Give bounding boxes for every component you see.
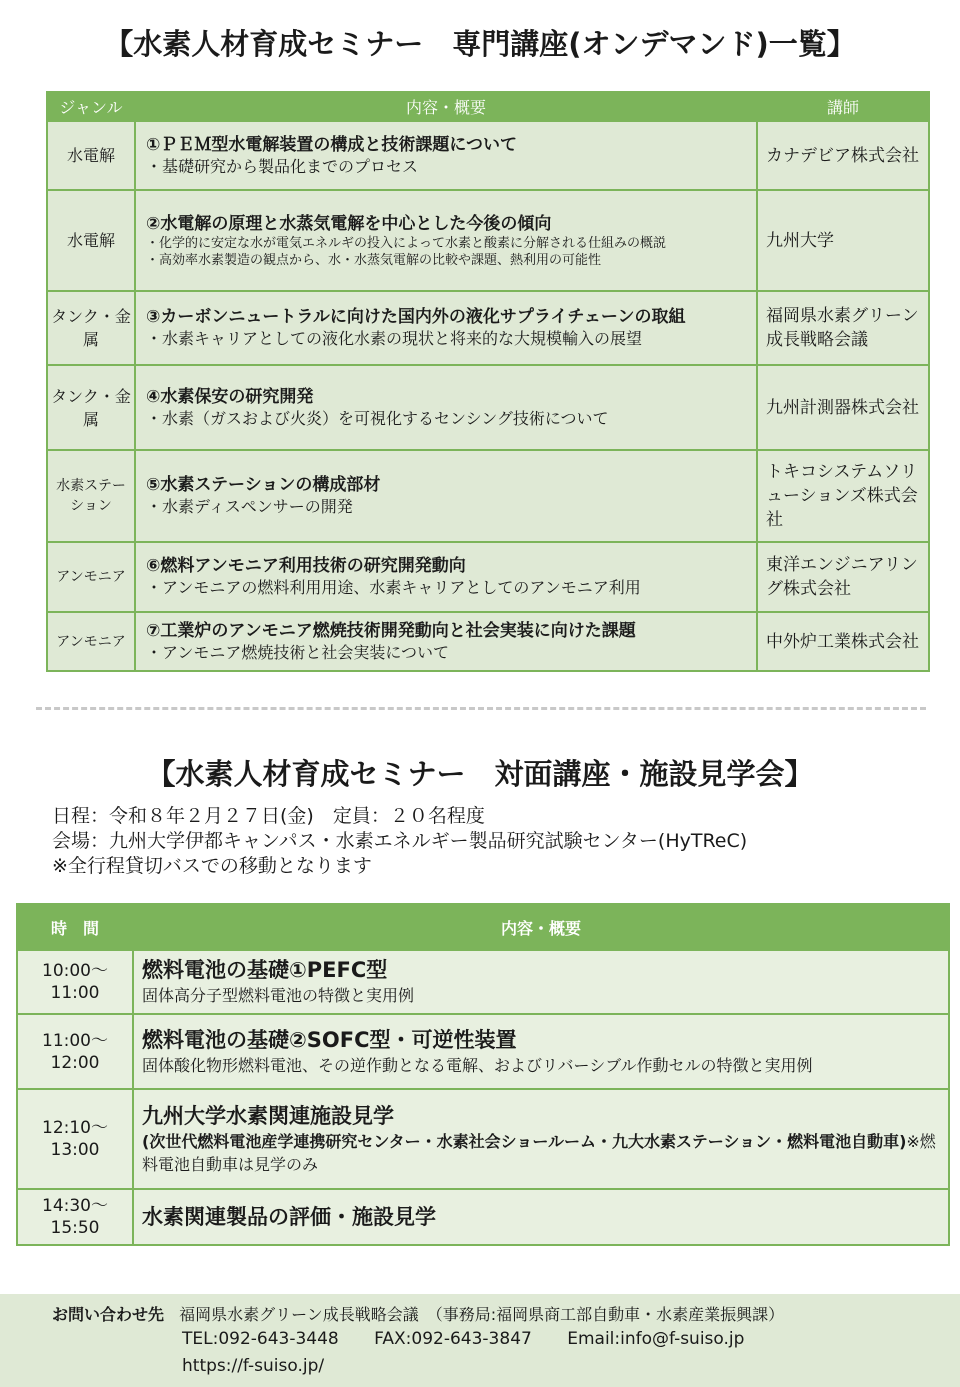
contact-url[interactable]: https://f-suiso.jp/ xyxy=(182,1356,325,1376)
time-cell xyxy=(17,1189,133,1245)
event-note: ※全行程貸切バスでの移動となります xyxy=(52,855,372,877)
table-row xyxy=(47,542,929,612)
contact-fax: FAX:092-643-3847 xyxy=(374,1329,532,1349)
table-row xyxy=(17,950,949,1014)
session-note: ※燃料電池自動車は見学のみ xyxy=(142,1131,936,1174)
session-desc: 固体酸化物形燃料電池、その逆作動となる電解、およびリバーシブル作動セルの特徴と実用例 xyxy=(142,1055,813,1075)
event-venue: 会場：九州大学伊都キャンパス・水素エネルギー製品研究試験センター(HyTReC) xyxy=(52,830,748,852)
content-cell xyxy=(135,291,757,365)
course-desc: ・高効率水素製造の観点から、水・水蒸気電解の比較や課題、熱利用の可能性 xyxy=(146,252,602,268)
session-title: 九州大学水素関連施設見学 xyxy=(142,1103,394,1128)
lecturer-cell: 中外炉工業株式会社 xyxy=(757,612,929,671)
start-time: 11:00～ xyxy=(42,1030,108,1051)
table-row xyxy=(17,1189,949,1245)
header-genre: ジャンル xyxy=(47,92,135,121)
time-cell xyxy=(17,1089,133,1189)
genre-cell: 水電解 xyxy=(47,190,135,291)
content-cell xyxy=(133,1089,949,1189)
contact-line-org xyxy=(52,1302,784,1325)
table-row xyxy=(17,1089,949,1189)
table-row xyxy=(47,121,929,190)
genre-cell: アンモニア xyxy=(47,612,135,671)
course-desc: ・アンモニア燃焼技術と社会実装について xyxy=(146,642,450,662)
end-time: 12:00 xyxy=(50,1052,100,1073)
session-title: 燃料電池の基礎①PEFC型 xyxy=(142,958,388,982)
course-desc: ・水素キャリアとしての液化水素の現状と将来的な大規模輸入の展望 xyxy=(146,329,643,348)
contact-line-phone xyxy=(182,1329,774,1349)
lecturer-cell: 九州大学 xyxy=(757,190,929,291)
content-cell xyxy=(135,365,757,450)
schedule-table xyxy=(16,903,950,1246)
genre-cell: 水素ステーション xyxy=(47,450,135,542)
lecturer-cell: カナデビア株式会社 xyxy=(757,121,929,190)
contact-footer xyxy=(0,1294,960,1387)
contact-label: お問い合わせ先 xyxy=(52,1305,165,1324)
lecturer-cell: トキコシステムソリューションズ株式会社 xyxy=(757,450,929,542)
ondemand-table xyxy=(46,91,930,672)
content-cell xyxy=(135,190,757,291)
course-desc: ・水素ディスペンサーの開発 xyxy=(146,497,353,516)
table-row xyxy=(47,612,929,671)
contact-tel: TEL:092-643-3448 xyxy=(182,1329,339,1349)
content-cell xyxy=(135,612,757,671)
event-date: 日程：令和８年２月２７日(金) 定員：２０名程度 xyxy=(52,805,485,827)
table-row xyxy=(47,291,929,365)
header-content: 内容・概要 xyxy=(133,904,949,950)
section-divider xyxy=(36,707,926,710)
lecturer-cell: 東洋エンジニアリング株式会社 xyxy=(757,542,929,612)
course-title: ⑦工業炉のアンモニア燃焼技術開発動向と社会実装に向けた課題 xyxy=(146,620,636,641)
contact-email[interactable]: Email:info@f-suiso.jp xyxy=(567,1329,745,1349)
course-desc: ・基礎研究から製品化までのプロセス xyxy=(146,156,419,176)
header-lecturer: 講師 xyxy=(757,92,929,121)
content-cell xyxy=(135,450,757,542)
session-desc xyxy=(142,1130,940,1176)
content-cell xyxy=(135,121,757,190)
session-title: 水素関連製品の評価・施設見学 xyxy=(142,1204,436,1229)
course-desc: ・アンモニアの燃料利用用途、水素キャリアとしてのアンモニア利用 xyxy=(146,578,641,597)
genre-cell: タンク・金属 xyxy=(47,291,135,365)
table-row xyxy=(47,190,929,291)
header-time: 時 間 xyxy=(17,904,133,950)
session-title: 燃料電池の基礎②SOFC型・可逆性装置 xyxy=(142,1027,517,1052)
genre-cell: 水電解 xyxy=(47,121,135,190)
content-cell xyxy=(133,1014,949,1089)
ondemand-header-row xyxy=(47,92,929,121)
session-desc: 固体高分子型燃料電池の特徴と実用例 xyxy=(142,986,415,1005)
end-time: 15:50 xyxy=(50,1218,100,1238)
course-title: ⑥燃料アンモニア利用技術の研究開発動向 xyxy=(146,556,466,576)
start-time: 12:10～ xyxy=(42,1118,108,1138)
content-cell xyxy=(135,542,757,612)
lecturer-cell: 九州計測器株式会社 xyxy=(757,365,929,450)
contact-org: 福岡県水素グリーン成長戦略会議 （事務局:福岡県商工部自動車・水素産業振興課） xyxy=(179,1305,785,1324)
schedule-header-row xyxy=(17,904,949,950)
end-time: 11:00 xyxy=(50,983,100,1003)
genre-cell: アンモニア xyxy=(47,542,135,612)
end-time: 13:00 xyxy=(50,1140,100,1160)
ondemand-title: 【水素人材育成セミナー 専門講座(オンデマンド)一覧】 xyxy=(104,27,856,61)
course-title: ④水素保安の研究開発 xyxy=(146,386,314,407)
table-row xyxy=(47,365,929,450)
content-cell xyxy=(133,950,949,1014)
content-cell xyxy=(133,1189,949,1245)
start-time: 14:30～ xyxy=(42,1196,108,1216)
start-time: 10:00～ xyxy=(42,961,108,981)
session-desc-text: (次世代燃料電池産学連携研究センター・水素社会ショールーム・九大水素ステーション・燃料電池自動車) xyxy=(142,1131,907,1151)
course-title: ①ＰＥＭ型水電解装置の構成と技術課題について xyxy=(146,134,518,155)
lecturer-cell: 福岡県水素グリーン成長戦略会議 xyxy=(757,291,929,365)
course-title: ②水電解の原理と水蒸気電解を中心とした今後の傾向 xyxy=(146,213,552,234)
table-row xyxy=(47,450,929,542)
course-desc: ・化学的に安定な水が電気エネルギの投入によって水素と酸素に分解される仕組みの概説 xyxy=(146,235,667,251)
course-title: ⑤水素ステーションの構成部材 xyxy=(146,475,381,495)
course-title: ③カーボンニュートラルに向けた国内外の液化サプライチェーンの取組 xyxy=(146,307,686,327)
header-content: 内容・概要 xyxy=(135,92,757,121)
inperson-title: 【水素人材育成セミナー 対面講座・施設見学会】 xyxy=(146,757,814,791)
event-info xyxy=(52,804,747,879)
genre-cell: タンク・金属 xyxy=(47,365,135,450)
table-row xyxy=(17,1014,949,1089)
course-desc: ・水素（ガスおよび火炎）を可視化するセンシング技術について xyxy=(146,408,609,428)
time-cell xyxy=(17,1014,133,1089)
time-cell xyxy=(17,950,133,1014)
